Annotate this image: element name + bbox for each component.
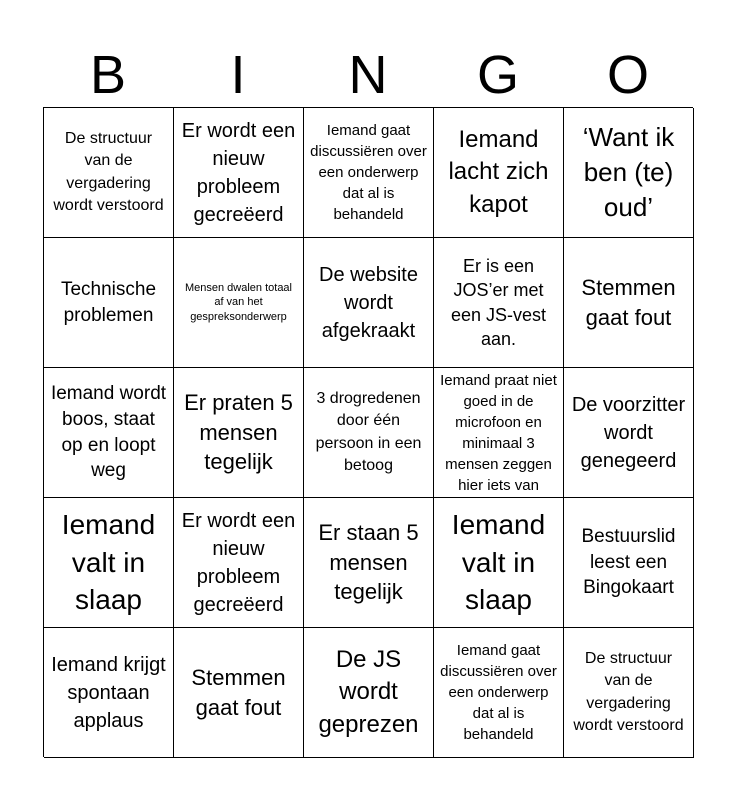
bingo-cell-r2-c5[interactable] bbox=[564, 238, 694, 368]
bingo-cell-text: Iemand lacht zich kapot bbox=[448, 125, 549, 218]
bingo-cell-text: De voorzitter wordt genegeerd bbox=[571, 393, 686, 472]
bingo-cell-text: Technische problemen bbox=[60, 278, 157, 326]
bingo-cell-r1-c4[interactable] bbox=[434, 108, 564, 238]
bingo-cell-r5-c4[interactable] bbox=[434, 628, 564, 758]
bingo-cell-r2-c4[interactable] bbox=[434, 238, 564, 368]
bingo-cell-text: Iemand praat niet goed in de microfoon en minimaal 3 mensen zeggen hier iets van bbox=[440, 371, 557, 494]
bingo-cell-text: Er wordt een nieuw probleem gecreëerd bbox=[181, 119, 296, 226]
bingo-cell-r3-c4[interactable] bbox=[434, 368, 564, 498]
bingo-cell-text: Iemand valt in slaap bbox=[451, 508, 546, 616]
bingo-cell-r4-c3[interactable] bbox=[304, 498, 434, 628]
bingo-cell-text: Iemand krijgt spontaan applaus bbox=[51, 653, 166, 732]
bingo-cell-text: ‘Want ik ben (te) oud’ bbox=[582, 121, 675, 223]
bingo-cell-r1-c3[interactable] bbox=[304, 108, 434, 238]
bingo-cell-text: Stemmen gaat fout bbox=[581, 274, 676, 330]
bingo-cell-text: Iemand gaat discussiëren over een onderwerp dat al is behandeld bbox=[310, 122, 427, 223]
bingo-cell-r4-c5[interactable] bbox=[564, 498, 694, 628]
bingo-cell-text: De structuur van de vergadering wordt verstoord bbox=[573, 649, 684, 734]
bingo-cell-text: De website wordt afgekraakt bbox=[319, 263, 418, 342]
bingo-cell-r5-c1[interactable] bbox=[44, 628, 174, 758]
bingo-cell-text: Er praten 5 mensen tegelijk bbox=[184, 389, 293, 475]
bingo-cell-text: Er staan 5 mensen tegelijk bbox=[318, 519, 419, 605]
bingo-cell-text: Bestuurslid leest een Bingokaart bbox=[581, 526, 676, 599]
bingo-cell-r1-c5[interactable] bbox=[564, 108, 694, 238]
bingo-cell-r4-c4[interactable] bbox=[434, 498, 564, 628]
bingo-cell-r2-c3[interactable] bbox=[304, 238, 434, 368]
bingo-cell-r2-c2[interactable] bbox=[174, 238, 304, 368]
bingo-cell-r3-c2[interactable] bbox=[174, 368, 304, 498]
bingo-cell-r1-c1[interactable] bbox=[44, 108, 174, 238]
bingo-cell-text: De structuur van de vergadering wordt verstoord bbox=[53, 129, 164, 214]
bingo-cell-r3-c5[interactable] bbox=[564, 368, 694, 498]
header-letter-g: G bbox=[476, 45, 519, 105]
bingo-cell-r3-c3[interactable] bbox=[304, 368, 434, 498]
bingo-cell-r3-c1[interactable] bbox=[44, 368, 174, 498]
bingo-header bbox=[43, 44, 693, 106]
bingo-cell-text: Iemand gaat discussiëren over een onderwerp dat al is behandeld bbox=[440, 642, 557, 743]
bingo-card bbox=[43, 107, 693, 757]
bingo-cell-r2-c1[interactable] bbox=[44, 238, 174, 368]
header-letter-b: B bbox=[89, 45, 127, 105]
header-letter-i: I bbox=[230, 45, 246, 105]
bingo-cell-r4-c1[interactable] bbox=[44, 498, 174, 628]
header-letter-o: O bbox=[606, 45, 649, 105]
bingo-cell-text: Iemand wordt boos, staat op en loopt weg bbox=[50, 383, 167, 482]
bingo-cell-text: Er is een JOS’er met een JS-vest aan. bbox=[450, 255, 547, 349]
bingo-cell-r1-c2[interactable] bbox=[174, 108, 304, 238]
bingo-cell-text: Mensen dwalen totaal af van het gespreksonderwerp bbox=[184, 282, 292, 323]
bingo-cell-text: Stemmen gaat fout bbox=[191, 664, 286, 720]
bingo-cell-r4-c2[interactable] bbox=[174, 498, 304, 628]
bingo-cell-r5-c3[interactable] bbox=[304, 628, 434, 758]
bingo-cell-text: Er wordt een nieuw probleem gecreëerd bbox=[181, 509, 296, 616]
bingo-cell-text: Iemand valt in slaap bbox=[61, 508, 156, 616]
bingo-cell-r5-c2[interactable] bbox=[174, 628, 304, 758]
bingo-cell-text: 3 drogredenen door één persoon in een betoog bbox=[315, 389, 422, 474]
header-letter-n: N bbox=[348, 45, 388, 105]
bingo-cell-text: De JS wordt geprezen bbox=[318, 645, 419, 738]
bingo-cell-r5-c5[interactable] bbox=[564, 628, 694, 758]
